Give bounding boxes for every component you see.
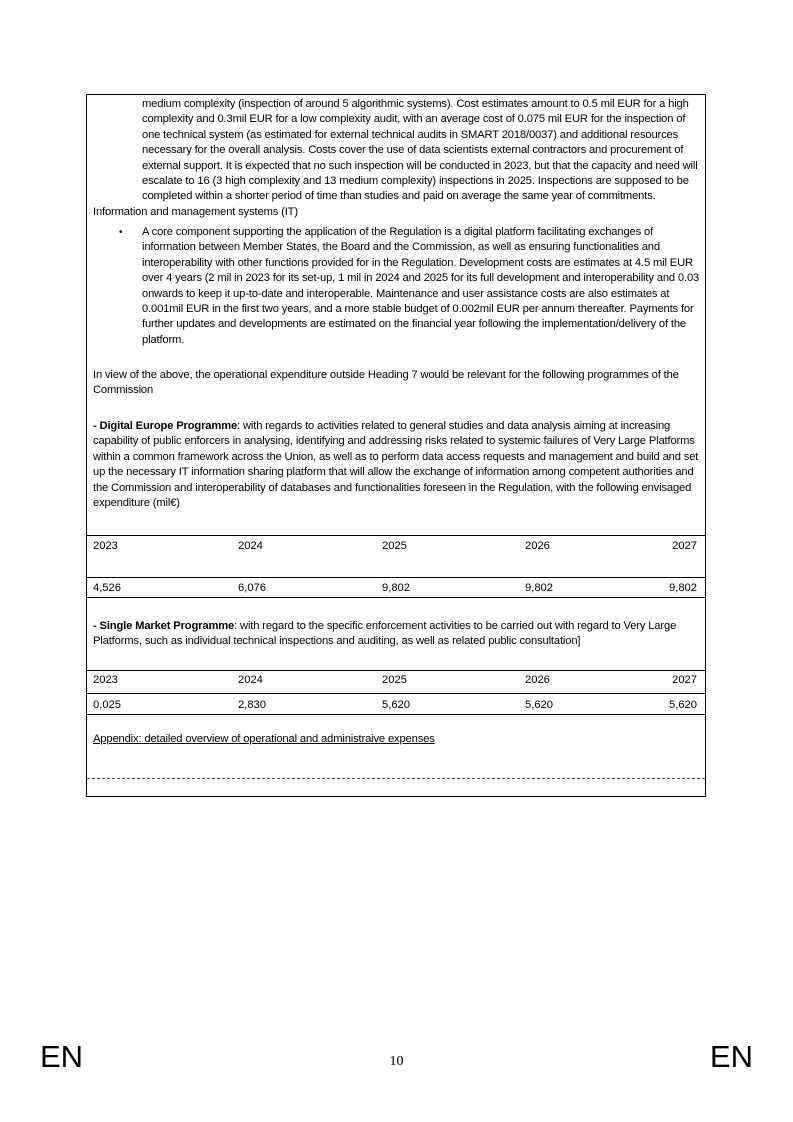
table-cell: 9,802: [669, 582, 697, 594]
table-cell: 2024: [238, 540, 263, 552]
table-cell: 9,802: [382, 582, 410, 594]
single-market-text: : with regard to the specific enforcement activities to be carried out with regard to Very Large Platforms, such as individual technical inspections and auditing, as well as related public consultation]: [93, 620, 677, 648]
divider: [87, 577, 705, 578]
table-cell: 6,076: [238, 582, 266, 594]
table-cell: 2026: [525, 540, 550, 552]
paragraph-digital-europe: [93, 419, 699, 511]
page-number: 10: [389, 1054, 404, 1069]
divider: [87, 535, 705, 536]
divider: [87, 597, 705, 598]
table-cell: 2,830: [238, 699, 266, 711]
dashed-divider: [87, 778, 705, 779]
table-cell: 9,802: [525, 582, 553, 594]
table-cell: 5,620: [382, 699, 410, 711]
table-cell: 0,025: [93, 699, 121, 711]
divider: [87, 670, 705, 671]
bullet-icon: •: [119, 227, 123, 238]
paragraph-single-market: [93, 619, 699, 650]
table-cell: 2027: [672, 540, 697, 552]
single-market-label: - Single Market Programme: [93, 620, 235, 632]
table-cell: 2026: [525, 674, 550, 686]
it-heading: Information and management systems (IT): [93, 206, 298, 218]
table-cell: 2027: [672, 674, 697, 686]
language-code-left: EN: [40, 1039, 84, 1074]
table-cell: 2025: [382, 674, 407, 686]
appendix-link[interactable]: Appendix: detailed overview of operational and administraive expenses: [93, 733, 435, 745]
table-cell: 2023: [93, 540, 118, 552]
table-cell: 5,620: [669, 699, 697, 711]
table-cell: 2024: [238, 674, 263, 686]
table-cell: 4,526: [93, 582, 121, 594]
content-frame: [86, 94, 706, 797]
divider: [87, 693, 705, 694]
paragraph-inspection-costs: medium complexity (inspection of around 5 algorithmic systems). Cost estimates amount to 0.5 mil EUR for a high complexity and 0.3mil EUR for a low complexity audit, with an average cost of 0.075 mil EUR for the inspection of one technical system (as estimated for external technical audits in SMART 2018/0037) and additional resources necessary for the overall analysis. Costs cover the use of data scientists external contractors and procurement of external support. It is expected that no such inspection will be conducted in 2023, but that the capacity and need will escalate to 16 (3 high complexity and 13 medium complexity) inspections in 2025. Inspections are supposed to be completed within a shorter period of time than studies and paid on average the same year of commitments.: [142, 98, 698, 203]
digital-europe-text: : with regards to activities related to general studies and data analysis aiming at increasing capability of public enforcers in analysing, identifying and addressing risks related to systemic failures of Very Large Platforms within a common framework across the Union, as well as to perform data access requests and management and build and set up the necessary IT information sharing platform that will allow the exchange of information among competent authorities and the Commission and interoperability of databases and functionalities foreseen in the Regulation, with the following envisaged expenditure (mil€): [93, 420, 699, 510]
paragraph-digital-platform: A core component supporting the application of the Regulation is a digital platform facilitating exchanges of information between Member States, the Board and the Commission, as well as ensuring functionalities and interoperability with other functions provided for in the Regulation. Development costs are estimates at 4.5 mil EUR over 4 years (2 mil in 2023 for its set-up, 1 mil in 2024 and 2025 for its full development and interoperability and 0.03 onwards to keep it up-to-date and interoperable. Maintenance and user assistance costs are also estimates at 0.001mil EUR in the first two years, and a more stable budget of 0.002mil EUR per annum thereafter. Payments for further updates and developments are estimated on the financial year following the implementation/delivery of the platform.: [142, 226, 700, 346]
table-cell: 2023: [93, 674, 118, 686]
table-cell: 2025: [382, 540, 407, 552]
paragraph-operational-expenditure: In view of the above, the operational expenditure outside Heading 7 would be relevant for the following programmes of the Commission: [93, 369, 679, 397]
digital-europe-label: - Digital Europe Programme: [93, 420, 238, 432]
table-cell: 5,620: [525, 699, 553, 711]
language-code-right: EN: [709, 1039, 753, 1074]
divider: [87, 714, 705, 715]
